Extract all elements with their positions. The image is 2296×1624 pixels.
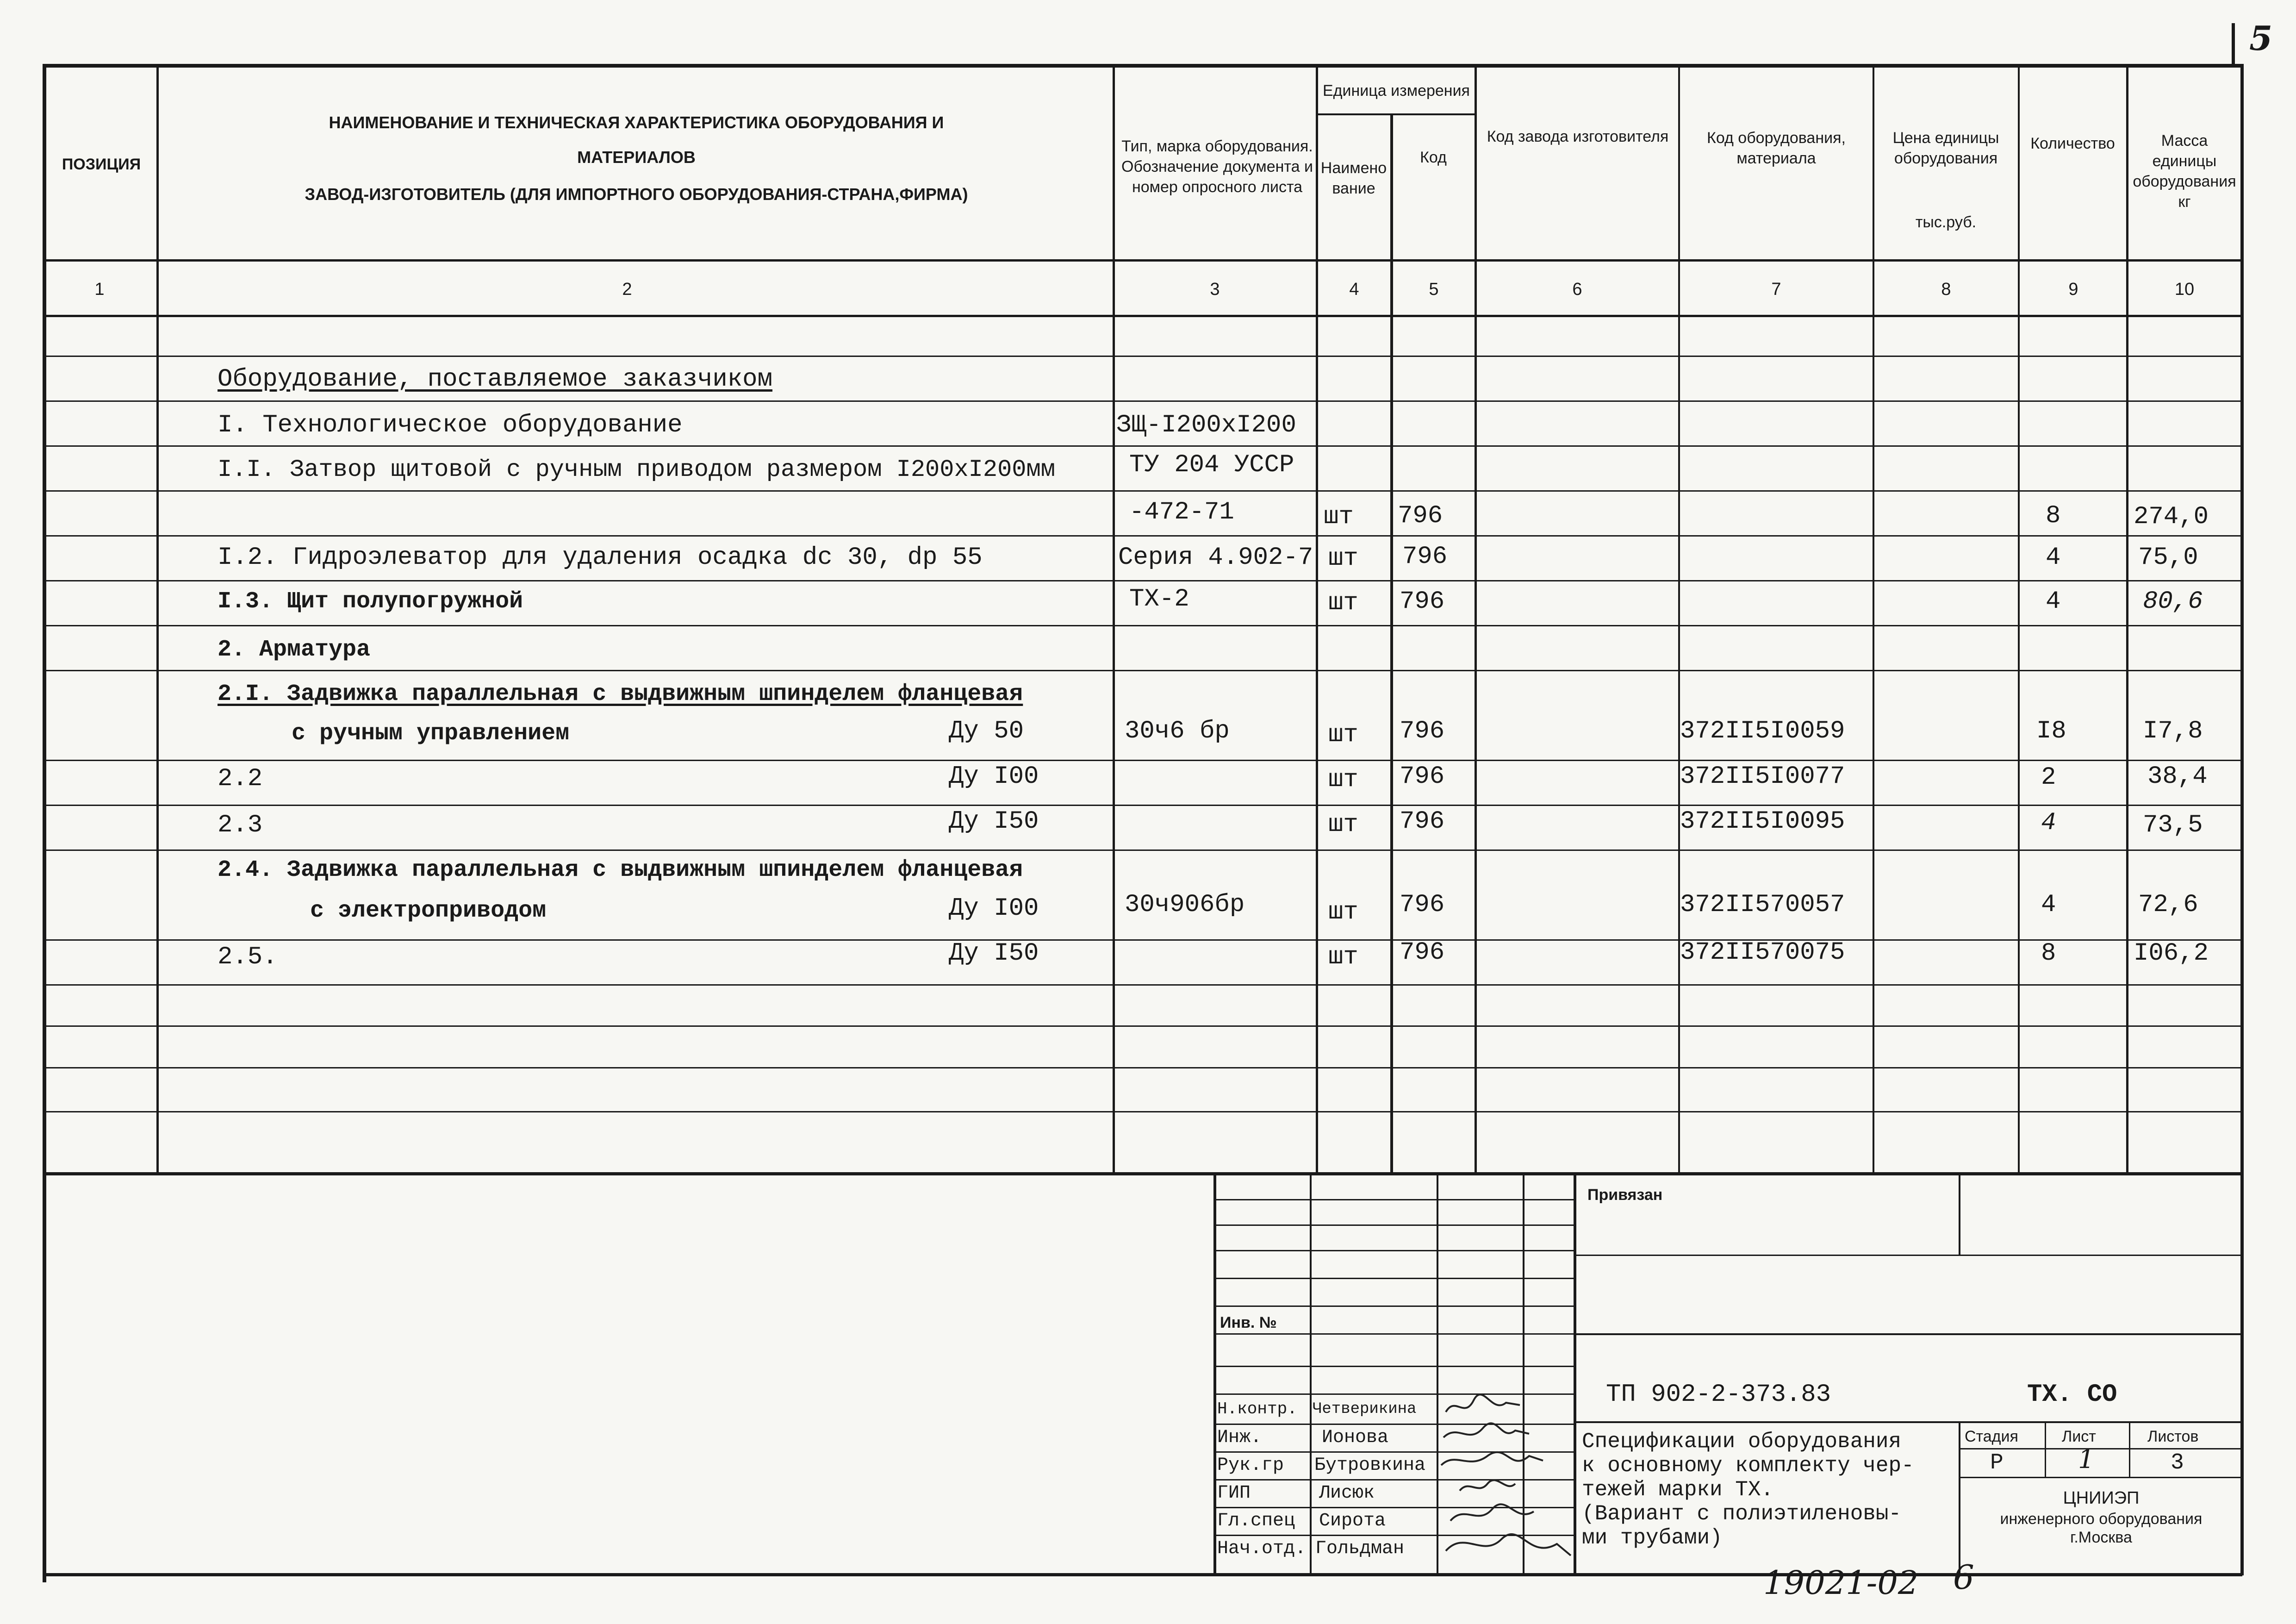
colnum-7: 7 [1771, 280, 1781, 299]
stamp-role-5: Нач.отд. [1217, 1538, 1307, 1559]
row-2-3-mat: 372II5I0095 [1680, 807, 1845, 836]
row-2-1b-unit: шт [1328, 721, 1358, 749]
row-2-name: 2. Арматура [218, 637, 371, 663]
row-1-2-code: 796 [1402, 543, 1448, 571]
row-2-3-name: 2.3 [218, 811, 263, 839]
header-unit-code: Код [1420, 149, 1447, 166]
stamp-name-1: Ионова [1322, 1427, 1389, 1448]
row-2-2-name: 2.2 [218, 765, 263, 793]
header-type: Тип, марка оборудования. Обозначение документа и номер опросного листа [1121, 137, 1313, 196]
row-2-4b-code: 796 [1400, 891, 1445, 919]
row-2-5-mass: I06,2 [2134, 939, 2209, 968]
row-2-4b-type: 30ч906бр [1125, 891, 1245, 919]
header-unit-group: Единица измерения [1323, 82, 1470, 100]
row-1-3-type: ТХ-2 [1129, 585, 1189, 613]
header-name-line3: ЗАВОД-ИЗГОТОВИТЕЛЬ (ДЛЯ ИМПОРТНОГО ОБОРУДОВАНИЯ-СТРАНА,ФИРМА) [305, 185, 968, 204]
row-2-3-unit: шт [1328, 811, 1358, 839]
stamp-sheet: 1 [2078, 1444, 2095, 1474]
row-1-1b-code: 796 [1398, 502, 1443, 530]
stamp-sheets-label: Листов [2147, 1428, 2199, 1445]
row-2-4b-qty: 4 [2041, 891, 2056, 919]
row-2-1b-code: 796 [1400, 717, 1445, 745]
stamp-name-0: Четверикина [1313, 1400, 1417, 1418]
stamp-org-line1: ЦНИИЭП [2063, 1488, 2140, 1508]
row-2-5-mat: 372II570075 [1680, 938, 1845, 967]
row-2-2-du: Ду I00 [949, 762, 1039, 791]
header-mass: Масса единицы оборудования кг [2133, 132, 2236, 211]
row-2-2-mass: 38,4 [2147, 762, 2208, 791]
row-1-3-qty: 4 [2046, 587, 2061, 616]
row-1-1b-type: -472-71 [1129, 498, 1234, 526]
stamp-title-line5: ми трубами) [1582, 1526, 1723, 1550]
row-2-5-unit: шт [1328, 943, 1358, 971]
row-1-1-name: I.I. Затвор щитовой с ручным приводом размером I200xI200мм [218, 456, 1055, 483]
row-2-2-mat: 372II5I0077 [1680, 762, 1845, 791]
stamp-name-5: Гольдман [1315, 1538, 1405, 1559]
row-2-3-qty: 4 [2041, 809, 2056, 837]
row-2-4b-unit: шт [1328, 898, 1358, 926]
stamp-title-line2: к основному комплекту чер- [1582, 1454, 1914, 1478]
row-1-2-type: Серия 4.902-7 [1118, 543, 1313, 572]
stamp-privyazan: Привязан [1587, 1186, 1663, 1204]
stamp-inv-no: Инв. № [1220, 1314, 1277, 1331]
header-position: ПОЗИЦИЯ [62, 156, 141, 173]
colnum-10: 10 [2174, 280, 2195, 299]
colnum-2: 2 [622, 280, 632, 299]
header-price-unit: тыс.руб. [1915, 213, 1977, 231]
header-name-line1: НАИМЕНОВАНИЕ И ТЕХНИЧЕСКАЯ ХАРАКТЕРИСТИКА ОБОРУДОВАНИЯ И [329, 113, 944, 132]
header-factory-code: Код завода изготовителя [1487, 128, 1669, 145]
row-1-type: ЗЩ-I200xI200 [1116, 411, 1296, 439]
row-2-1b-type: 30ч6 бр [1125, 717, 1230, 745]
colnum-3: 3 [1210, 280, 1220, 299]
row-2-1b-name: с ручным управлением [292, 720, 570, 747]
row-2-5-qty: 8 [2041, 939, 2056, 968]
stamp-role-2: Рук.гр [1217, 1455, 1284, 1476]
row-1-2-unit: шт [1328, 544, 1358, 573]
stamp-title-line1: Спецификации оборудования [1582, 1430, 1902, 1454]
stamp-role-4: Гл.спец [1217, 1511, 1295, 1531]
stamp-doc-code: ТП 902-2-373.83 [1606, 1380, 1831, 1409]
stamp-name-4: Сирота [1319, 1511, 1386, 1531]
row-2-1b-mat: 372II5I0059 [1680, 717, 1845, 745]
stamp-stage-label: Стадия [1965, 1428, 2018, 1445]
footer-number: 6 [1953, 1558, 1974, 1597]
footer-handwritten-code: 19021-02 [1763, 1564, 1919, 1602]
row-2-3-mass: 73,5 [2143, 811, 2203, 839]
stamp-title-line4: (Вариант с полиэтиленовы- [1582, 1502, 1902, 1526]
stamp-name-3: Лисюк [1319, 1483, 1375, 1504]
row-2-4b-mass: 72,6 [2138, 891, 2198, 919]
row-2-4-name: 2.4. Задвижка параллельная с выдвижным шпинделем фланцевая [218, 857, 1023, 883]
stamp-name-2: Бутровкина [1314, 1455, 1426, 1476]
stamp-sheets: 3 [2171, 1450, 2184, 1475]
row-2-4b-mat: 372II570057 [1680, 891, 1845, 919]
stamp-sheet-label: Лист [2062, 1428, 2096, 1445]
colnum-4: 4 [1349, 280, 1359, 299]
row-2-1b-mass: I7,8 [2143, 717, 2203, 745]
row-2-1b-du: Ду 50 [949, 717, 1024, 745]
row-2-4b-name: с электроприводом [310, 898, 547, 924]
row-section-customer: Оборудование, поставляемое заказчиком [218, 365, 772, 394]
signatures-graphic [1437, 1391, 1575, 1574]
row-1-2-name: I.2. Гидроэлеватор для удаления осадка dc 30, dp 55 [218, 543, 983, 572]
row-2-3-du: Ду I50 [949, 807, 1039, 836]
header-material-code: Код оборудования, материала [1707, 129, 1846, 167]
row-1-3-name: I.3. Щит полупогружной [218, 588, 523, 615]
row-2-1-name: 2.I. Задвижка параллельная с выдвижным шпинделем фланцевая [218, 681, 1023, 707]
row-2-1b-qty: I8 [2036, 717, 2066, 745]
row-1-2-qty: 4 [2046, 543, 2061, 572]
row-1-3-unit: шт [1328, 589, 1358, 617]
row-2-2-code: 796 [1400, 762, 1445, 791]
stamp-title-line3: тежей марки ТХ. [1582, 1478, 1774, 1502]
row-1-1b-mass: 274,0 [2134, 503, 2209, 531]
row-2-2-unit: шт [1328, 766, 1358, 794]
row-2-4b-du: Ду I00 [949, 894, 1039, 923]
row-2-5-name: 2.5. [218, 943, 278, 971]
header-name-line2: МАТЕРИАЛОВ [577, 148, 696, 167]
page-number: 5 [2249, 19, 2273, 58]
stamp-org-line2: инженерного оборудования [2000, 1510, 2203, 1528]
row-1-1-type: ТУ 204 УССР [1129, 451, 1294, 479]
row-1-3-mass: 80,6 [2143, 587, 2203, 616]
colnum-5: 5 [1429, 280, 1439, 299]
row-2-5-code: 796 [1400, 938, 1445, 967]
header-price: Цена единицы оборудования [1892, 129, 1999, 167]
header-unit-name: Наименование [1320, 159, 1387, 197]
colnum-6: 6 [1572, 280, 1582, 299]
row-2-5-du: Ду I50 [949, 939, 1039, 968]
row-1-1b-unit: шт [1324, 503, 1354, 531]
header-quantity: Количество [2030, 135, 2115, 152]
colnum-1: 1 [94, 280, 105, 299]
stamp-stage: Р [1990, 1450, 2004, 1475]
colnum-9: 9 [2068, 280, 2078, 299]
stamp-mark: ТХ. СО [2027, 1380, 2117, 1409]
row-1-2-mass: 75,0 [2138, 543, 2198, 572]
row-1-name: I. Технологическое оборудование [218, 411, 683, 439]
row-2-2-qty: 2 [2041, 763, 2056, 792]
row-2-3-code: 796 [1400, 807, 1445, 836]
colnum-8: 8 [1941, 280, 1951, 299]
stamp-role-1: Инж. [1217, 1427, 1262, 1448]
stamp-role-0: Н.контр. [1217, 1399, 1297, 1418]
row-1-3-code: 796 [1400, 587, 1445, 616]
stamp-org-line3: г.Москва [2070, 1529, 2132, 1546]
stamp-role-3: ГИП [1217, 1483, 1251, 1504]
row-1-1b-qty: 8 [2046, 502, 2061, 530]
